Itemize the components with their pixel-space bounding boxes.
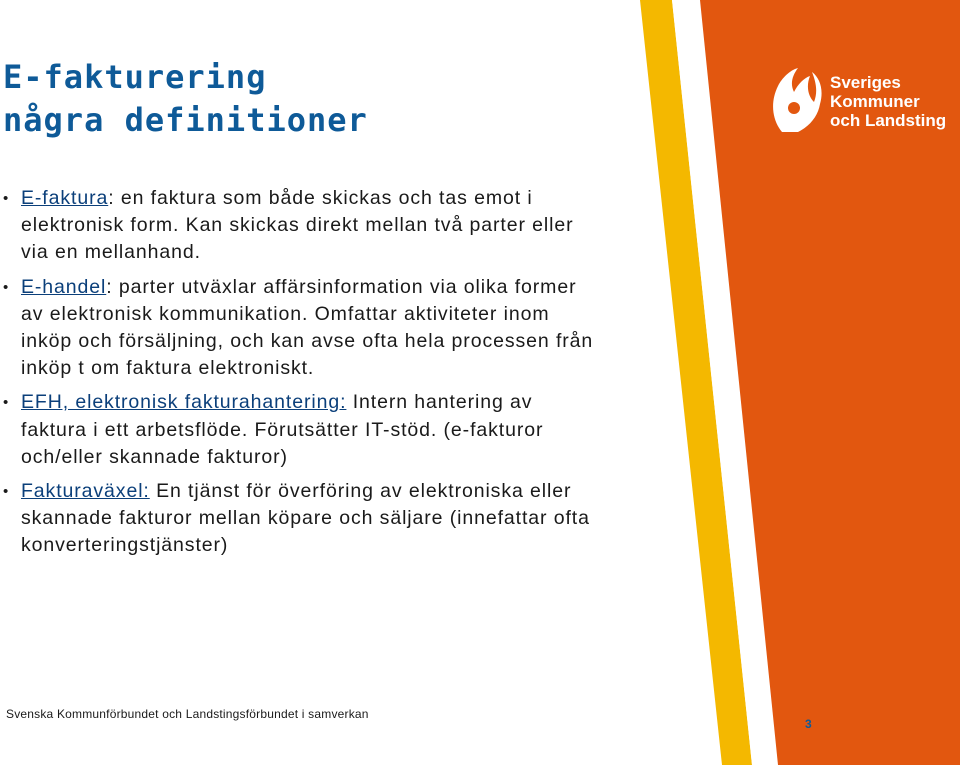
term-e-faktura: E-faktura [21, 187, 109, 209]
term-efh: EFH, elektronisk fakturahantering: [21, 391, 347, 414]
term-fakturavaxel: Fakturaväxel: [21, 480, 150, 503]
text-e-faktura: : en faktura som både skickas och tas emot i elektronisk form. Kan skickas direkt mellan två parter eller via en mellanhand. [21, 187, 574, 264]
bullet-fakturavaxel [3, 478, 603, 560]
slide-title [3, 56, 368, 142]
definition-list [3, 185, 603, 567]
footer-text: Svenska Kommunförbundet och Landstingsförbundet i samverkan [6, 707, 369, 721]
text-fakturavaxel: En tjänst för överföring av elektroniska eller skannade fakturor mellan köpare och säljare (innefattar ofta konverteringstjänster) [21, 480, 590, 557]
title-line1: E-fakturering [3, 58, 267, 96]
skl-logo-mark [768, 62, 948, 142]
text-efh: Intern hantering av faktura i ett arbetsflöde. Förutsätter IT-stöd. (e-fakturor och/eller skannade fakturor) [21, 391, 544, 468]
term-e-handel: E-handel [21, 275, 107, 298]
text-e-handel: : parter utväxlar affärsinformation via olika former av elektronisk kommunikation. Omfattar aktiviteter inom inköp och försäljning, och kan avse ofta hela processen från inköp t om faktura elektroniskt. [21, 275, 594, 380]
logo-line2: Kommuner [830, 92, 920, 111]
bullet-e-faktura [3, 185, 603, 267]
bullet-efh [3, 389, 603, 471]
logo-line1: Sveriges [830, 73, 901, 92]
skl-logo [768, 62, 948, 142]
page-number: 3 [805, 717, 812, 731]
bullet-e-handel [3, 274, 603, 383]
title-line2: några definitioner [3, 101, 368, 139]
logo-line3: och Landsting [830, 111, 947, 130]
